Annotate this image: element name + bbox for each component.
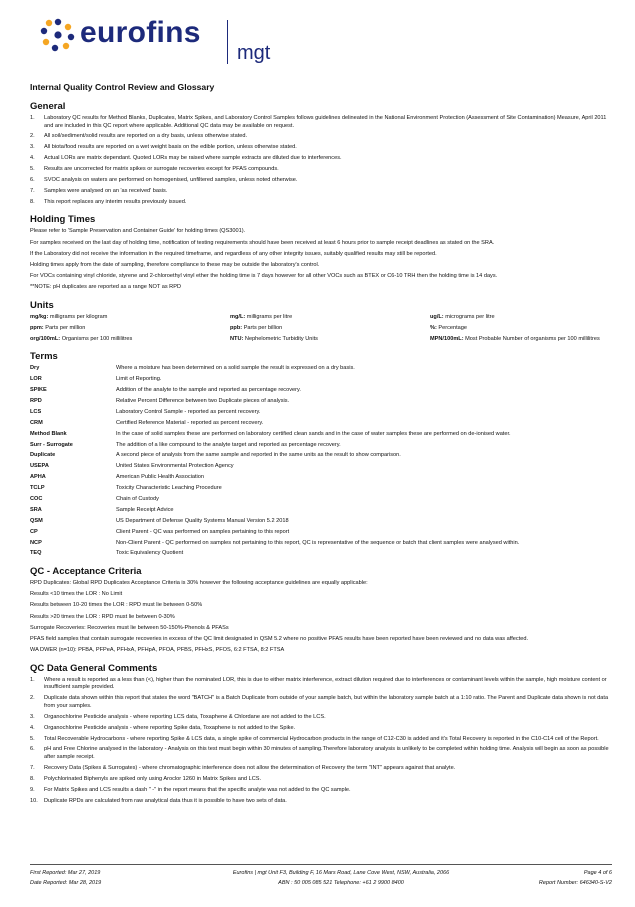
qc-acceptance-heading: QC - Acceptance Criteria: [30, 566, 142, 578]
units-grid: [30, 314, 612, 343]
list-item-number: 3.: [30, 713, 35, 720]
list-item: [30, 199, 612, 207]
list-item-text: Organochlorine Pesticide analysis - where reporting Spike data, Toxaphene is not added to the Spike.: [44, 724, 296, 731]
term-definition: Toxicity Characteristic Leaching Procedure: [116, 485, 222, 492]
list-item-text: SVOC analysis on waters are performed on homogenised, unfiltered samples, unless noted otherwise.: [44, 177, 298, 184]
unit-key: ppb:: [230, 324, 243, 331]
term-name: LCS: [30, 408, 42, 415]
list-item-text: Results are uncorrected for matrix spikes or surrogate recoveries except for PFAS compounds.: [44, 166, 279, 173]
qc-general-list: [30, 677, 612, 805]
list-item: [30, 677, 612, 692]
list-item: [30, 714, 612, 722]
list-item-number: 8.: [30, 775, 35, 782]
first-reported: First Reported: Mar 27, 2019: [30, 870, 101, 876]
unit-entry: [30, 336, 230, 344]
list-item-number: 2.: [30, 133, 35, 140]
list-item-number: 9.: [30, 786, 35, 793]
list-item-text: pH and Free Chlorine analysed in the laboratory - Analysis on this test must begin within 30 minutes of sampling.Therefore laboratory analysis is unlikely to be completed within holding time. Analysis will begin as soon as possible after sample receipt.: [44, 746, 609, 761]
term-definition: Limit of Reporting.: [116, 376, 162, 383]
term-name: COC: [30, 496, 43, 503]
list-item: [30, 736, 612, 744]
holding-heading: Holding Times: [30, 214, 96, 226]
term-name: TCLP: [30, 485, 45, 492]
holding-section: [30, 228, 612, 292]
list-item: [30, 695, 612, 710]
term-definition: Sample Receipt Advice: [116, 506, 174, 513]
unit-entry: [230, 314, 430, 322]
term-name: LOR: [30, 376, 42, 383]
paragraph: For VOCs containing vinyl chloride, styrene and 2-chloroethyl vinyl ether the holding time is 7 days however for all other VOCs such as BTEX or C6-10 TRH then the holding time is 14 days.: [30, 273, 498, 280]
list-item-number: 10.: [30, 797, 38, 804]
unit-key: ug/L:: [430, 313, 444, 320]
term-definition: The addition of a like compound to the analyte target and reported as percentage recovery.: [116, 441, 341, 448]
logo-brand: eurofins: [80, 16, 201, 49]
paragraph: Holding times apply from the date of sampling, therefore compliance to these may be outside the laboratory's control.: [30, 261, 320, 268]
paragraph: Results between 10-20 times the LOR : RPD must lie between 0-50%: [30, 602, 203, 609]
terms-grid: [30, 365, 612, 558]
term-definition: Client Parent - QC was performed on samples pertaining to this report: [116, 528, 290, 535]
term-definition: American Public Health Association: [116, 474, 204, 481]
lab-address: Eurofins | mgt Unit F3, Building F, 16 Mars Road, Lane Cove West, NSW, Australia, 2066: [232, 870, 450, 876]
list-item-number: 7.: [30, 764, 35, 771]
term-definition: In the case of solid samples these are performed on laboratory certified clean sands and in the case of water samples these are performed on de-ionised water.: [116, 430, 511, 437]
unit-value: milligrams per litre: [246, 313, 293, 320]
list-item-number: 2.: [30, 695, 35, 702]
paragraph: Surrogate Recoveries: Recoveries must lie between 50-150%-Phenols & PFASs: [30, 624, 229, 631]
list-item-number: 5.: [30, 166, 35, 173]
unit-entry: [230, 325, 430, 333]
list-item-text: Organochlorine Pesticide analysis - where reporting LCS data, Toxaphene & Chlordane are not added to the LCS.: [44, 713, 326, 720]
unit-value: micrograms per litre: [445, 313, 495, 320]
list-item: [30, 798, 612, 806]
unit-value: Parts per million: [45, 324, 86, 331]
list-item-number: 3.: [30, 144, 35, 151]
list-item-number: 6.: [30, 177, 35, 184]
term-name: TEQ: [30, 550, 42, 557]
general-heading: General: [30, 101, 66, 112]
unit-key: ppm:: [30, 324, 44, 331]
list-item-text: This report replaces any interim results previously issued.: [44, 198, 187, 205]
term-name: Method Blank: [30, 430, 67, 437]
term-name: CRM: [30, 419, 43, 426]
unit-entry: [230, 336, 430, 344]
list-item: [30, 765, 612, 773]
date-reported: Date Reported: Mar 28, 2019: [30, 879, 102, 886]
list-item-text: Samples were analysed on an 'as received' basis.: [44, 187, 168, 194]
page-footer: [30, 864, 612, 888]
paragraph: Please refer to 'Sample Preservation and Container Guide' for holding times (QS3001).: [30, 228, 246, 235]
general-list: [30, 115, 612, 206]
list-item: [30, 188, 612, 196]
logo-dots-icon: [40, 17, 76, 53]
list-item-number: 4.: [30, 155, 35, 162]
unit-value: milligrams per kilogram: [49, 313, 108, 320]
term-name: NCP: [30, 539, 42, 546]
term-name: CP: [30, 528, 38, 535]
list-item: [30, 177, 612, 185]
list-item: [30, 155, 612, 163]
paragraph: Results <10 times the LOR : No Limit: [30, 591, 123, 598]
paragraph: If the Laboratory did not receive the information in the required timeframe, and regardless of any other integrity issues, suitably qualified results may still be reported.: [30, 250, 437, 257]
term-name: RPD: [30, 398, 42, 404]
list-item: [30, 115, 612, 130]
list-item-number: 1.: [30, 676, 35, 683]
qc-general-heading: QC Data General Comments: [30, 662, 158, 674]
list-item: [30, 725, 612, 733]
units-heading: Units: [30, 299, 54, 311]
list-item-text: Actual LORs are matrix dependant. Quoted LORs may be raised where sample extracts are diluted due to interferences.: [44, 155, 342, 162]
qc-acceptance-section: [30, 580, 612, 655]
term-definition: A second piece of analysis from the same sample and reported in the same units as the result to show comparison.: [116, 452, 401, 459]
list-item-text: Recovery Data (Spikes & Surrogates) - where chromatographic interference does not allow the determination of Recovery the term "INT" appears against that analyte.: [44, 764, 456, 771]
unit-key: org/100mL:: [30, 335, 61, 342]
unit-value: Nephelometric Turbidity Units: [244, 335, 318, 342]
term-definition: Toxic Equivalency Quotient: [116, 550, 184, 557]
list-item-number: 4.: [30, 724, 35, 731]
unit-key: mg/L:: [230, 313, 246, 320]
list-item-text: Duplicate RPDs are calculated from raw analytical data thus it is possible to have two sets of data.: [44, 797, 287, 804]
list-item-text: Laboratory QC results for Method Blanks, Duplicates, Matrix Spikes, and Laboratory Control Samples follows guidelines delineated in the National Environment Protection (Assessment of Site Contamination) Measure, April 2011 and are included in this QC report where applicable. Additional QC data may be available on request.: [44, 115, 607, 129]
unit-entry: [30, 314, 230, 322]
term-definition: Chain of Custody: [116, 496, 159, 503]
list-item: [30, 746, 612, 761]
term-name: Surr - Surrogate: [30, 441, 73, 448]
term-definition: Where a moisture has been determined on a solid sample the result is expressed on a dry basis.: [116, 365, 355, 372]
list-item-text: Where a result is reported as a less than (<), higher than the nominated LOR, this is due to either matrix interference, extract dilution required due to interferences or contaminant levels within the sample, high moisture content or insufficient sample provided.: [44, 676, 607, 691]
unit-entry: [430, 336, 612, 344]
term-name: Dry: [30, 365, 40, 372]
list-item-text: Total Recoverable Hydrocarbons - where reporting Spike & LCS data, a single spike of commercial Hydrocarbon products in the range of C12-C30 is added and it's Total Recovery is reported in the C10-C14 cell of the Report.: [44, 735, 599, 742]
document-body: [30, 82, 612, 808]
report-number: Report Number: 646340-S-V2: [538, 879, 612, 886]
list-item-text: All biota/food results are reported on a wet weight basis on the edible portion, unless otherwise stated.: [44, 144, 297, 151]
paragraph: For samples received on the last day of holding time, notification of testing requirements should have been received at least 6 hours prior to sample receipt deadlines as stated on the SRA.: [30, 239, 495, 246]
list-item: [30, 133, 612, 141]
paragraph: **NOTE: pH duplicates are reported as a range NOT as RPD: [30, 284, 181, 291]
unit-key: mg/kg:: [30, 313, 49, 320]
term-definition: Certified Reference Material - reported as percent recovery.: [116, 419, 264, 426]
list-item-number: 1.: [30, 115, 35, 121]
list-item-text: All soil/sediment/solid results are reported on a dry basis, unless otherwise stated.: [44, 133, 248, 140]
logo-separator: [227, 20, 228, 64]
unit-value: Most Probable Number of organisms per 100 millilitres: [465, 335, 600, 342]
term-definition: Relative Percent Difference between two Duplicate pieces of analysis.: [116, 398, 290, 404]
unit-entry: [30, 325, 230, 333]
term-definition: US Department of Defense Quality Systems Manual Version 5.2 2018: [116, 517, 289, 524]
paragraph: WA DWER (n=10): PFBA, PFPeA, PFHxA, PFHpA, PFOA, PFBS, PFHxS, PFOS, 6:2 FTSA, 8:2 FTSA: [30, 647, 285, 654]
paragraph: Results >20 times the LOR : RPD must lie between 0-30%: [30, 613, 175, 620]
unit-entry: [430, 314, 612, 322]
unit-value: Parts per billion: [243, 324, 283, 331]
term-name: SPIKE: [30, 387, 47, 394]
list-item: [30, 776, 612, 784]
term-definition: Non-Client Parent - QC performed on samples not pertaining to this report, QC is representative of the sequence or batch that client samples were analysed within.: [116, 539, 520, 546]
unit-key: MPN/100mL:: [430, 335, 464, 342]
list-item: [30, 144, 612, 152]
abn-telephone: ABN : 50 005 085 521 Telephone: +61 2 9900 8400: [278, 879, 404, 886]
list-item: [30, 166, 612, 174]
list-item-number: 6.: [30, 746, 35, 753]
unit-key: %:: [430, 324, 437, 331]
term-definition: United States Environmental Protection Agency: [116, 463, 234, 470]
document-title: Internal Quality Control Review and Glossary: [30, 82, 215, 92]
list-item-number: 5.: [30, 735, 35, 742]
term-definition: Laboratory Control Sample - reported as percent recovery.: [116, 408, 261, 415]
term-name: SRA: [30, 506, 42, 513]
list-item-text: Duplicate data shown within this report that states the word "BATCH" is a Batch Duplicate from outside of your sample batch, but within the laboratory sample batch at a 1:10 ratio. The Parent and Duplicate data shown is not data from your samples.: [44, 695, 609, 709]
paragraph: PFAS field samples that contain surrogate recoveries in excess of the QC limit designated in QSM 5.2 where no positive PFAS results have been reported have been reviewed and no data was affected.: [30, 636, 529, 642]
term-definition: Addition of the analyte to the sample and reported as percentage recovery.: [116, 387, 301, 394]
list-item-text: For Matrix Spikes and LCS results a dash " -" in the report means that the specific analyte was not added to the QC sample.: [44, 786, 351, 793]
list-item: [30, 787, 612, 795]
paragraph: RPD Duplicates: Global RPD Duplicates Acceptance Criteria is 30% however the following acceptance guidelines are equally applicable:: [30, 580, 368, 587]
list-item-number: 8.: [30, 198, 35, 205]
term-name: APHA: [30, 474, 46, 481]
terms-heading: Terms: [30, 351, 58, 363]
term-name: Duplicate: [30, 452, 56, 459]
unit-key: NTU:: [230, 335, 244, 342]
term-name: QSM: [30, 517, 43, 524]
term-name: USEPA: [30, 463, 49, 470]
unit-value: Percentage: [438, 324, 468, 331]
list-item-number: 7.: [30, 187, 35, 194]
eurofins-logo: [40, 14, 300, 70]
page-number: Page 4 of 6: [583, 870, 612, 876]
logo-sub: mgt: [237, 42, 271, 64]
list-item-text: Polychlorinated Biphenyls are spiked only using Aroclor 1260 in Matrix Spikes and LCS.: [44, 775, 262, 782]
unit-value: Organisms per 100 millilitres: [61, 335, 133, 342]
unit-entry: [430, 325, 612, 333]
